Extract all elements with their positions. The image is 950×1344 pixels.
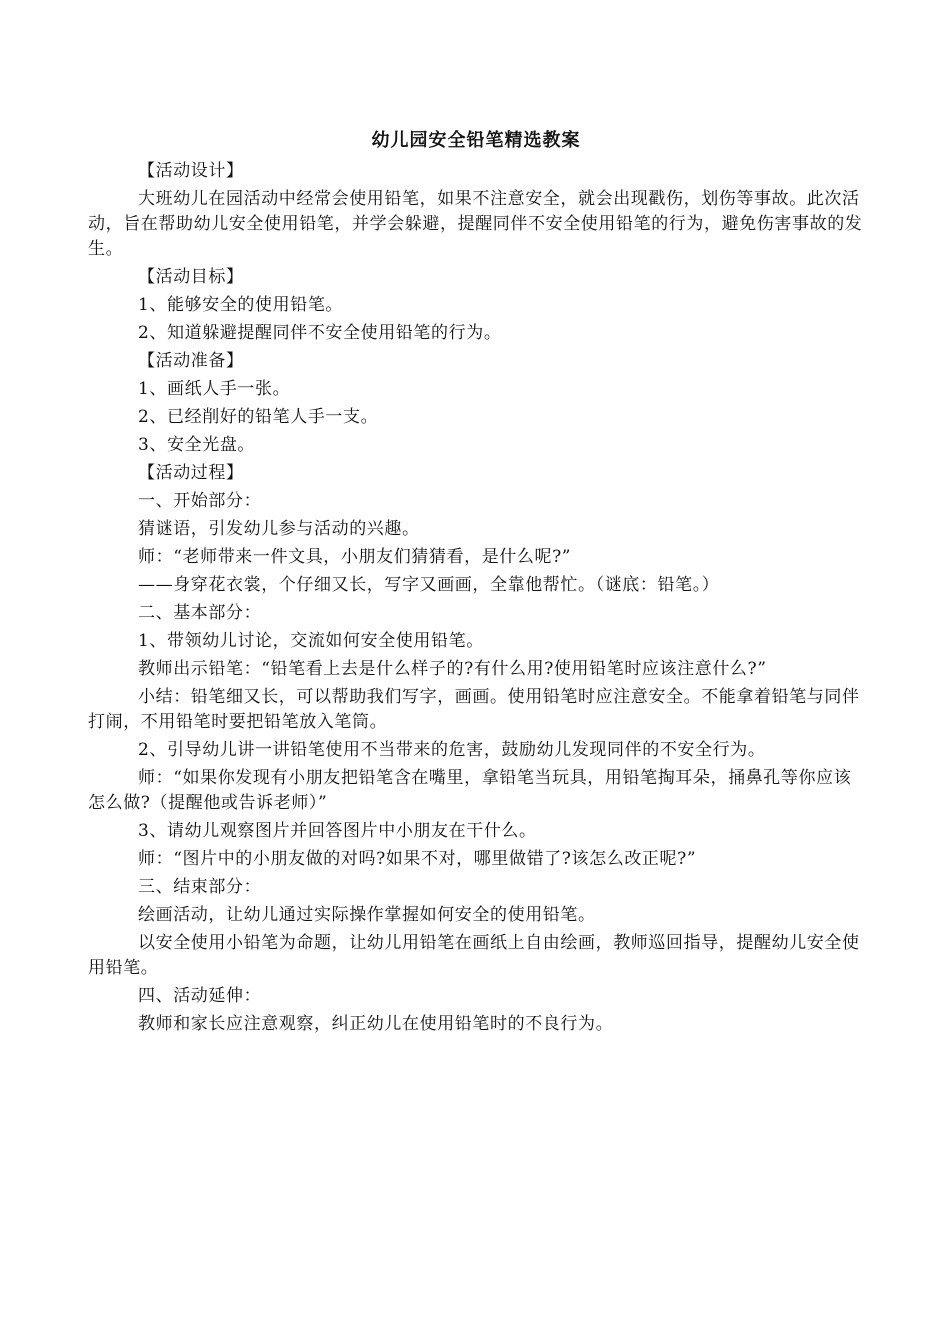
document-page (88, 127, 864, 1040)
paragraph-drawing-activity: 绘画活动，让幼儿通过实际操作掌握如何安全的使用铅笔。 (138, 905, 596, 925)
section-heading-process: 【活动过程】 (138, 463, 244, 483)
paragraph-teacher-question: 师：“老师带来一件文具，小朋友们猜猜看，是什么呢?” (138, 547, 572, 567)
process-part-3-heading: 三、结束部分： (138, 877, 262, 897)
paragraph-teacher-pictures: 师：“图片中的小朋友做的对吗?如果不对，哪里做错了?该怎么改正呢?” (138, 849, 697, 869)
document-title: 幼儿园安全铅笔精选教案 (371, 130, 581, 151)
paragraph-summary: 小结：铅笔细又长，可以帮助我们写字，画画。使用铅笔时应注意安全。不能拿着铅笔与同伴打闹，不用铅笔时要把铅笔放入笔筒。 (88, 687, 860, 732)
section-heading-goals: 【活动目标】 (138, 267, 244, 287)
paragraph-riddle: ——身穿花衣裳，个仔细又长，写字又画画，全靠他帮忙。（谜底：铅笔。） (138, 575, 720, 595)
paragraph-show-pencil: 教师出示铅笔：“铅笔看上去是什么样子的?有什么用?使用铅笔时应该注意什么?” (138, 659, 767, 679)
process-part-2-heading: 二、基本部分： (138, 603, 262, 623)
paragraph-drawing-theme: 以安全使用小铅笔为命题，让幼儿用铅笔在画纸上自由绘画，教师巡回指导，提醒幼儿安全使用铅笔。 (88, 933, 860, 978)
preparation-item-2: 2、已经削好的铅笔人手一支。 (138, 407, 379, 427)
goal-item-1: 1、能够安全的使用铅笔。 (138, 295, 344, 315)
paragraph-hazards: 2、引导幼儿讲一讲铅笔使用不当带来的危害，鼓励幼儿发现同伴的不安全行为。 (138, 740, 766, 760)
section-heading-preparation: 【活动准备】 (138, 351, 244, 371)
paragraph-extension: 教师和家长应注意观察，纠正幼儿在使用铅笔时的不良行为。 (138, 1014, 614, 1034)
paragraph-teacher-scenario: 师：“如果你发现有小朋友把铅笔含在嘴里，拿铅笔当玩具，用铅笔掏耳朵，捅鼻孔等你应该怎么做?（提醒他或告诉老师）” (88, 768, 852, 813)
preparation-item-3: 3、安全光盘。 (138, 435, 256, 455)
paragraph-observe-pictures: 3、请幼儿观察图片并回答图片中小朋友在干什么。 (138, 821, 537, 841)
goal-item-2: 2、知道躲避提醒同伴不安全使用铅笔的行为。 (138, 323, 502, 343)
paragraph-design-body: 大班幼儿在园活动中经常会使用铅笔，如果不注意安全，就会出现戳伤，划伤等事故。此次活动，旨在帮助幼儿安全使用铅笔，并学会躲避，提醒同伴不安全使用铅笔的行为，避免伤害事故的发生。 (88, 189, 863, 259)
preparation-item-1: 1、画纸人手一张。 (138, 379, 291, 399)
paragraph-riddle-intro: 猜谜语，引发幼儿参与活动的兴趣。 (138, 519, 420, 539)
process-part-1-heading: 一、开始部分： (138, 491, 262, 511)
section-heading-design: 【活动设计】 (138, 161, 244, 181)
paragraph-discussion: 1、带领幼儿讨论，交流如何安全使用铅笔。 (138, 631, 484, 651)
process-part-4-heading: 四、活动延伸： (138, 986, 262, 1006)
